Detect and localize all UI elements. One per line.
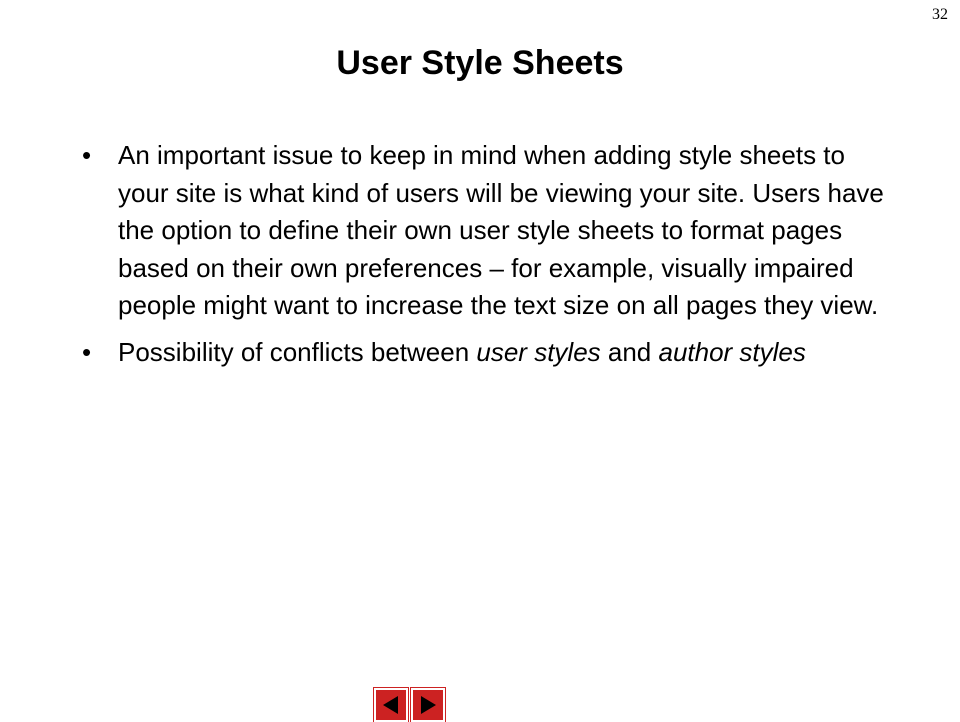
slide-navigation [374, 688, 445, 722]
right-arrow-icon [417, 694, 439, 716]
slide-title: User Style Sheets [336, 44, 624, 82]
bullet-item [80, 334, 900, 372]
bullet-item [80, 137, 900, 325]
previous-slide-button[interactable] [374, 688, 408, 722]
bullet-dot: • [82, 140, 92, 170]
next-slide-button[interactable] [411, 688, 445, 722]
emphasis-user-styles: user styles [476, 336, 601, 367]
left-arrow-icon [380, 694, 402, 716]
emphasis-author-styles: author styles [658, 336, 806, 367]
bullet-text: An important issue to keep in mind when adding style sheets to your site is what kind of users will be viewing your site. Users have the option to define their own user style sheets to format pages based on their own preferences – for example, visually impaired people might want to increase the text size on all pages they view. [118, 140, 884, 320]
page-number: 32 [932, 6, 948, 23]
bullet-text-part: and [600, 336, 659, 367]
bullet-text [118, 337, 806, 367]
bullet-text-part: Possibility of conflicts between [118, 336, 477, 367]
bullet-dot: • [82, 336, 92, 367]
bullet-list [80, 137, 900, 380]
